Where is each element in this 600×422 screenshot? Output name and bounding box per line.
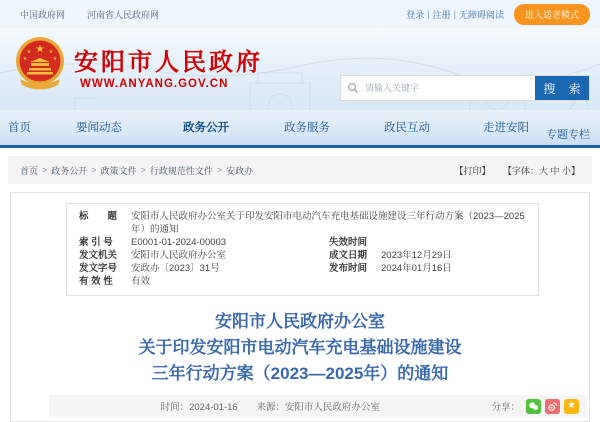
share-weibo-icon[interactable]: [545, 399, 560, 414]
print-button[interactable]: 【打印】: [454, 165, 491, 176]
font-size-control[interactable]: 【字体：大 中 小】: [502, 165, 580, 176]
document-title-line1: 安阳市人民政府办公室: [215, 312, 385, 331]
breadcrumb-normative-docs[interactable]: 行政规范性文件: [149, 165, 213, 176]
svg-text:★: ★: [22, 56, 28, 62]
nav-item-special-topics[interactable]: 专题专栏: [546, 129, 590, 141]
article-time: 时间：2024-01-16: [160, 402, 238, 413]
register-link[interactable]: 注册: [432, 9, 451, 20]
breadcrumb-policy-docs[interactable]: 政策文件: [100, 165, 137, 176]
accessibility-link[interactable]: 无障碍阅读: [458, 9, 504, 20]
share-label: 分享：: [491, 402, 520, 413]
meta-title-value: 安阳市人民政府办公室关于印发安阳市电动汽车充电基础设施建设三年行动方案（2023—2025年）的通知: [131, 211, 525, 235]
login-link[interactable]: 登录: [406, 9, 425, 20]
meta-row-docnum: [79, 262, 526, 275]
national-emblem-logo: [14, 35, 66, 93]
breadcrumb-bar: [8, 156, 592, 184]
nav-item-interaction[interactable]: 政民互动: [384, 122, 430, 134]
document-title: [11, 309, 589, 387]
share-favorite-icon[interactable]: ★: [564, 399, 579, 414]
masthead: [0, 28, 600, 110]
meta-row-title: [79, 210, 526, 236]
search-icon: [341, 76, 365, 100]
site-url: WWW.ANYANG.GOV.CN: [80, 78, 229, 90]
nav-item-home[interactable]: 首页: [8, 122, 31, 134]
meta-date-label: 成文日期: [329, 250, 368, 261]
document-title-line2: 关于印发安阳市电动汽车充电基础设施建设: [138, 338, 462, 357]
separator: |: [453, 9, 456, 19]
meta-publish-label: 发布时间: [329, 263, 368, 274]
top-utility-bar: [0, 0, 600, 28]
meta-row-index: [79, 236, 526, 249]
meta-date-value: 2023年12月29日: [381, 250, 452, 261]
breadcrumb-separator: >: [216, 165, 223, 175]
meta-row-validity: [79, 275, 526, 288]
elder-mode-button[interactable]: 进入适老模式: [514, 4, 590, 25]
breadcrumb-separator: >: [91, 165, 97, 175]
breadcrumb-home[interactable]: 首页: [20, 165, 39, 176]
breadcrumb-separator: >: [42, 165, 48, 175]
svg-text:★: ★: [48, 49, 54, 55]
search-button[interactable]: 搜 索: [535, 76, 589, 100]
document-title-line3: 三年行动方案（2023—2025年）的通知: [151, 364, 449, 383]
meta-docnum-label: 发文字号: [79, 263, 118, 274]
meta-agency-label: 发文机关: [79, 250, 118, 261]
nav-item-news[interactable]: 要闻动态: [76, 122, 122, 134]
article-source: 来源：安阳市人民政府办公室: [256, 402, 380, 413]
search-box: [340, 75, 590, 101]
primary-nav: [0, 110, 600, 148]
meta-row-agency: [79, 249, 526, 262]
meta-docnum-value: 安政办〔2023〕31号: [131, 263, 220, 274]
document-meta-table: [66, 203, 539, 296]
link-henan-gov[interactable]: 河南省人民政府网: [87, 9, 160, 20]
breadcrumb-gov-open[interactable]: 政务公开: [51, 165, 88, 176]
article-info-bar: [49, 395, 587, 417]
breadcrumb-anzhengban[interactable]: 安政办: [226, 165, 254, 176]
meta-index-label: 索 引 号: [79, 237, 113, 248]
meta-expiry-label: 失效时间: [329, 237, 368, 248]
meta-agency-value: 安阳市人民政府办公室: [131, 250, 227, 261]
meta-index-value: E0001-01-2024-00003: [131, 237, 227, 248]
nav-item-about-anyang[interactable]: 走进安阳: [483, 122, 529, 134]
nav-item-gov-open[interactable]: 政务公开: [183, 122, 229, 134]
svg-text:★: ★: [26, 49, 32, 55]
search-input[interactable]: [365, 76, 535, 100]
breadcrumb-separator: >: [140, 165, 146, 175]
share-wechat-icon[interactable]: [526, 399, 541, 414]
site-name: 安阳市人民政府: [74, 49, 263, 76]
separator: |: [427, 9, 430, 19]
svg-text:★: ★: [52, 56, 58, 62]
meta-validity-label: 有 效 性: [79, 276, 113, 287]
meta-publish-value: 2024年01月16日: [381, 263, 452, 274]
nav-item-gov-services[interactable]: 政务服务: [284, 122, 330, 134]
meta-title-label: 标 题: [79, 211, 118, 222]
link-china-gov[interactable]: 中国政府网: [20, 9, 66, 20]
svg-text:★: ★: [35, 44, 45, 55]
meta-validity-value: 有效: [131, 276, 151, 287]
document-panel: [10, 192, 590, 422]
